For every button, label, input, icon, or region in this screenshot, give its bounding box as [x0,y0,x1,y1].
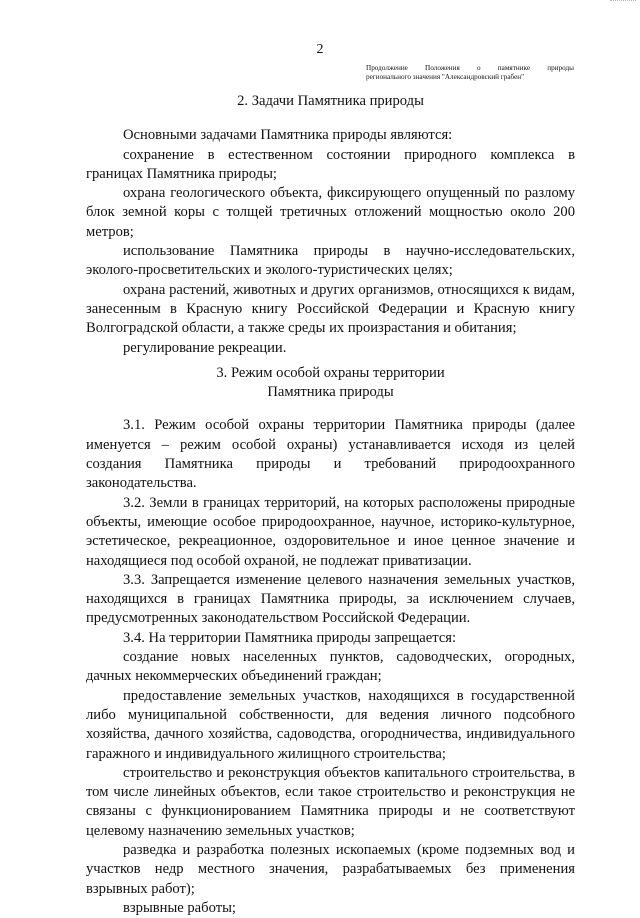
clause-3-2: 3.2. Земли в границах территорий, на которых расположены природные объекты, имеющие особое природоохранное, научное, историко-культурное, эстетическое, рекреационное, оздоровительное и иное ценное значение и находящиеся под особой охраной, не подлежат приватизации. [86,494,575,569]
clause-3-1: 3.1. Режим особой охраны территории Памятника природы (далее именуется – режим особой охраны) устанавливается исходя из целей создания Памятника природы и требований природоохранного законодательства. [86,417,575,492]
clause-3-3: 3.3. Запрещается изменение целевого назначения земельных участков, находящихся в границах Памятника природы, за исключением случаев, предусмотренных законодательством Российской Федерации. [86,571,575,627]
running-head [366,64,574,82]
running-head-line-1: Продолжение Положения о памятнике природы [366,64,574,72]
task-item: охрана растений, животных и других организмов, относящихся к видам, занесенным в Красную книгу Российской Федерации и Красную книгу Волгоградской области, а также среды их произрастания и обитания; [86,281,575,337]
section-3-title [86,364,575,403]
scan-corner-mark [610,0,636,4]
prohibition-item: предоставление земельных участков, находящихся в государственной либо муниципальной собственности, для ведения личного подсобного хозяйства, дачного хозяйства, садоводства, огородничества, индивидуального гаражного и индивидуального жилищного строительства; [86,687,575,762]
task-item: сохранение в естественном состоянии природного комплекса в границах Памятника природы; [86,146,575,182]
task-item: использование Памятника природы в научно-исследовательских, эколого-просветительских и эколого-туристических целях; [86,243,575,279]
prohibition-item: взрывные работы; [123,899,236,916]
section-3-title-line-2: Памятника природы [267,384,394,401]
prohibition-item: разведка и разработка полезных ископаемых (кроме подземных вод и участков недр местного значения, разрабатываемых без применения взрывных работ); [86,841,575,897]
section-2-title: 2. Задачи Памятника природы [237,93,424,109]
prohibition-item: строительство и реконструкция объектов капитального строительства, в том числе линейных объектов, если такое строительство и реконструкция не связаны с функционированием Памятника природы и не соответствуют целевому назначению земельных участков; [86,764,575,839]
task-item: регулирование рекреации. [123,339,287,356]
section-3-title-line-1: 3. Режим особой охраны территории [216,364,445,381]
document-body [86,92,575,918]
prohibition-item: создание новых населенных пунктов, садоводческих, огородных, дачных некоммерческих объединений граждан; [86,649,575,685]
running-head-line-2: регионального значения "Александровский грабен" [366,73,525,81]
task-item: охрана геологического объекта, фиксирующего опущенный по разлому блок земной коры с толщей третичных отложений мощностью около 200 метров; [86,185,575,240]
page-number: 2 [316,42,324,57]
section-2-intro: Основными задачами Памятника природы являются: [123,127,453,144]
clause-3-4-intro: 3.4. На территории Памятника природы запрещается: [123,629,457,646]
